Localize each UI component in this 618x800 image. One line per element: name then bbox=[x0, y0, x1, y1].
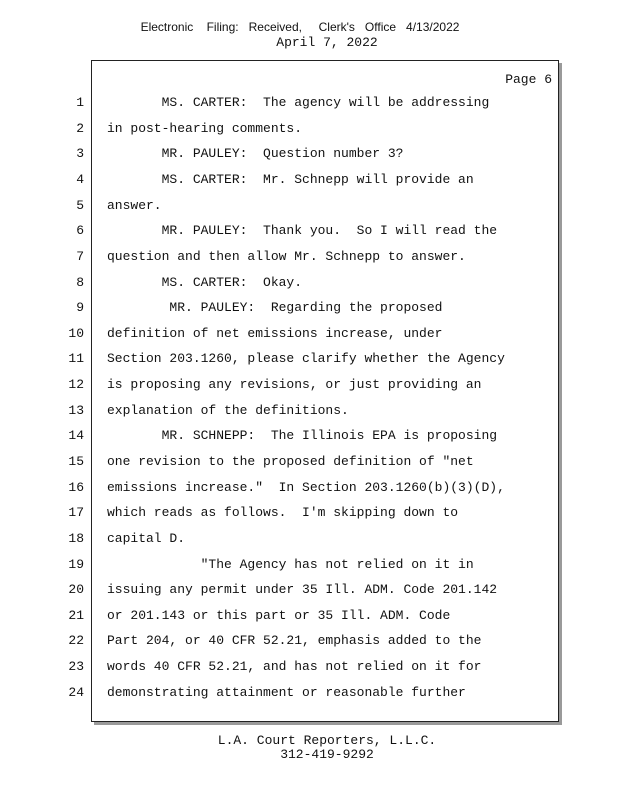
transcript-line bbox=[0, 300, 560, 320]
line-number: 9 bbox=[76, 300, 84, 315]
line-number: 21 bbox=[68, 608, 84, 623]
line-number: 24 bbox=[68, 685, 84, 700]
line-text: is proposing any revisions, or just providing an bbox=[107, 377, 482, 392]
line-text: MR. PAULEY: Regarding the proposed bbox=[107, 300, 443, 315]
transcript-line bbox=[0, 223, 560, 243]
line-number: 6 bbox=[76, 223, 84, 238]
line-number: 12 bbox=[68, 377, 84, 392]
line-number: 7 bbox=[76, 249, 84, 264]
line-number: 1 bbox=[76, 95, 84, 110]
line-number: 3 bbox=[76, 146, 84, 161]
line-number: 22 bbox=[68, 633, 84, 648]
transcript-line bbox=[0, 95, 560, 115]
line-text: MR. SCHNEPP: The Illinois EPA is proposing bbox=[107, 428, 498, 443]
transcript-line bbox=[0, 480, 560, 500]
transcript-line bbox=[0, 608, 560, 628]
transcript-line bbox=[0, 172, 560, 192]
transcript-line bbox=[0, 454, 560, 474]
transcript-line bbox=[0, 403, 560, 423]
transcript-line bbox=[0, 249, 560, 269]
line-text: issuing any permit under 35 Ill. ADM. Code 201.142 bbox=[107, 582, 498, 597]
transcript-line bbox=[0, 275, 560, 295]
line-number: 8 bbox=[76, 275, 84, 290]
line-text: MR. PAULEY: Thank you. So I will read the bbox=[107, 223, 498, 238]
line-text: MS. CARTER: Okay. bbox=[107, 275, 303, 290]
transcript-line bbox=[0, 121, 560, 141]
line-number: 23 bbox=[68, 659, 84, 674]
line-number: 17 bbox=[68, 505, 84, 520]
line-text: question and then allow Mr. Schnepp to answer. bbox=[107, 249, 466, 264]
line-text: which reads as follows. I'm skipping down to bbox=[107, 505, 459, 520]
line-text: emissions increase." In Section 203.1260(b)(3)(D), bbox=[107, 480, 505, 495]
transcript-line bbox=[0, 351, 560, 371]
line-number: 10 bbox=[68, 326, 84, 341]
line-text: "The Agency has not relied on it in bbox=[107, 557, 474, 572]
line-number: 20 bbox=[68, 582, 84, 597]
page-number: Page 6 bbox=[505, 72, 552, 87]
line-text: demonstrating attainment or reasonable further bbox=[107, 685, 466, 700]
line-text: or 201.143 or this part or 35 Ill. ADM. Code bbox=[107, 608, 451, 623]
transcript-line bbox=[0, 505, 560, 525]
line-number: 18 bbox=[68, 531, 84, 546]
transcript-line bbox=[0, 428, 560, 448]
court-reporter-name: L.A. Court Reporters, L.L.C. bbox=[217, 733, 437, 748]
line-text: MR. PAULEY: Question number 3? bbox=[107, 146, 404, 161]
transcript-line bbox=[0, 685, 560, 705]
line-number: 13 bbox=[68, 403, 84, 418]
transcript-line bbox=[0, 633, 560, 653]
line-number: 15 bbox=[68, 454, 84, 469]
transcript-line bbox=[0, 146, 560, 166]
line-text: Part 204, or 40 CFR 52.21, emphasis added to the bbox=[107, 633, 482, 648]
filing-stamp: Electronic Filing: Received, Clerk's Office 4/13/2022 bbox=[140, 20, 460, 34]
line-text: Section 203.1260, please clarify whether the Agency bbox=[107, 351, 505, 366]
line-text: answer. bbox=[107, 198, 162, 213]
line-text: MS. CARTER: The agency will be addressing bbox=[107, 95, 490, 110]
transcript-line bbox=[0, 531, 560, 551]
line-text: one revision to the proposed definition of "net bbox=[107, 454, 474, 469]
line-text: capital D. bbox=[107, 531, 186, 546]
line-number: 14 bbox=[68, 428, 84, 443]
transcript-line bbox=[0, 198, 560, 218]
line-text: in post-hearing comments. bbox=[107, 121, 303, 136]
court-reporter-phone: 312-419-9292 bbox=[280, 747, 374, 762]
line-text: MS. CARTER: Mr. Schnepp will provide an bbox=[107, 172, 474, 187]
line-number: 11 bbox=[68, 351, 84, 366]
transcript-line bbox=[0, 326, 560, 346]
line-text: definition of net emissions increase, under bbox=[107, 326, 443, 341]
transcript-line bbox=[0, 582, 560, 602]
line-number: 19 bbox=[68, 557, 84, 572]
page-date: April 7, 2022 bbox=[276, 35, 378, 50]
line-number: 16 bbox=[68, 480, 84, 495]
line-text: words 40 CFR 52.21, and has not relied on it for bbox=[107, 659, 482, 674]
transcript-line bbox=[0, 659, 560, 679]
line-number: 2 bbox=[76, 121, 84, 136]
transcript-line bbox=[0, 557, 560, 577]
line-number: 4 bbox=[76, 172, 84, 187]
transcript-line bbox=[0, 377, 560, 397]
line-number: 5 bbox=[76, 198, 84, 213]
line-text: explanation of the definitions. bbox=[107, 403, 349, 418]
